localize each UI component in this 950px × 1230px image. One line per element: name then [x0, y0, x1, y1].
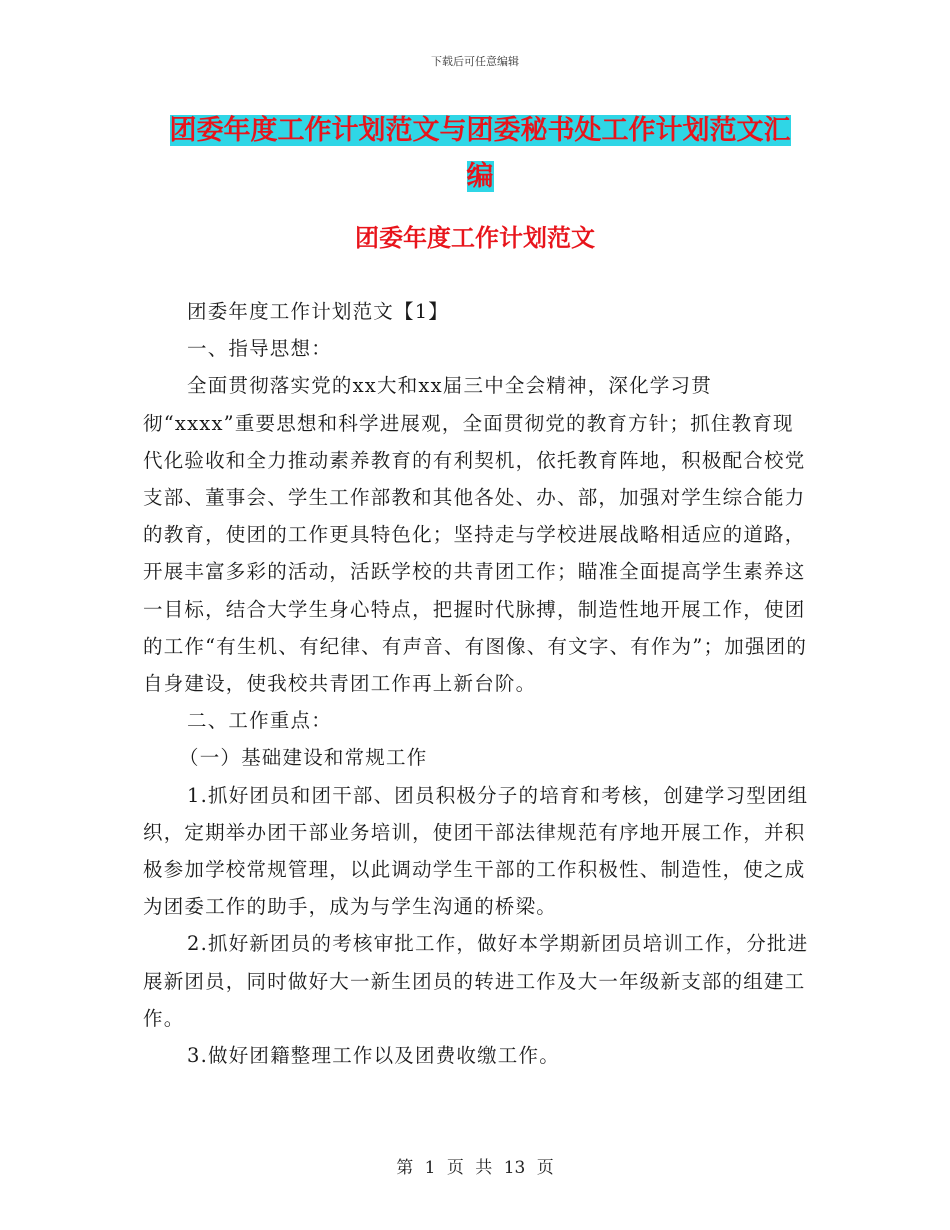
title-line-1: 团委年度工作计划范文与团委秘书处工作计划范文汇: [169, 115, 791, 146]
paragraph-guiding-thought: 全面贯彻落实党的xx大和xx届三中全会精神，深化学习贯彻“xxxx”重要思想和科学进展观，全面贯彻党的教育方针；抓住教育现代化验收和全力推动素养教育的有利契机，依托教育阵地，积极配合校党支部、董事会、学生工作部教和其他各处、办、部，加强对学生综合能力的教育，使团的工作更具特色化；坚持走与学校进展战略相适应的道路，开展丰富多彩的活动，活跃学校的共青团工作；瞄准全面提高学生素养这一目标，结合大学生身心特点，把握时代脉搏，制造性地开展工作，使团的工作“有生机、有纪律、有声音、有图像、有文字、有作为”；加强团的自身建设，使我校共青团工作再上新台阶。: [143, 374, 808, 696]
paragraph-item-2: 2.抓好新团员的考核审批工作，做好本学期新团员培训工作，分批进展新团员，同时做好大一新生团员的转进工作及大一年级新支部的组建工作。: [143, 932, 809, 1030]
header-note: 下载后可任意编辑: [431, 55, 519, 68]
document-title: [140, 108, 820, 200]
section-title: 团委年度工作计划范文: [355, 224, 595, 252]
page-footer: 第 1 页 共 13 页: [396, 1158, 554, 1178]
paragraph-section-2: 二、工作重点：: [187, 709, 332, 733]
paragraph-subsection-1: （一）基础建设和常规工作: [179, 746, 428, 770]
paragraph-section-1: 一、指导思想：: [187, 337, 332, 361]
paragraph-item-1: 1.抓好团员和团干部、团员积极分子的培育和考核，创建学习型团组织，定期举办团干部业务培训，使团干部法律规范有序地开展工作，并积极参加学校常规管理，以此调动学生干部的工作积极性、制造性，使之成为团委工作的助手，成为与学生沟通的桥梁。: [143, 783, 809, 919]
paragraph-heading: 团委年度工作计划范文【1】: [187, 300, 450, 323]
document-body: [143, 293, 811, 1074]
paragraph-item-3: 3.做好团籍整理工作以及团费收缴工作。: [187, 1044, 560, 1068]
title-line-2: 编: [466, 161, 494, 192]
